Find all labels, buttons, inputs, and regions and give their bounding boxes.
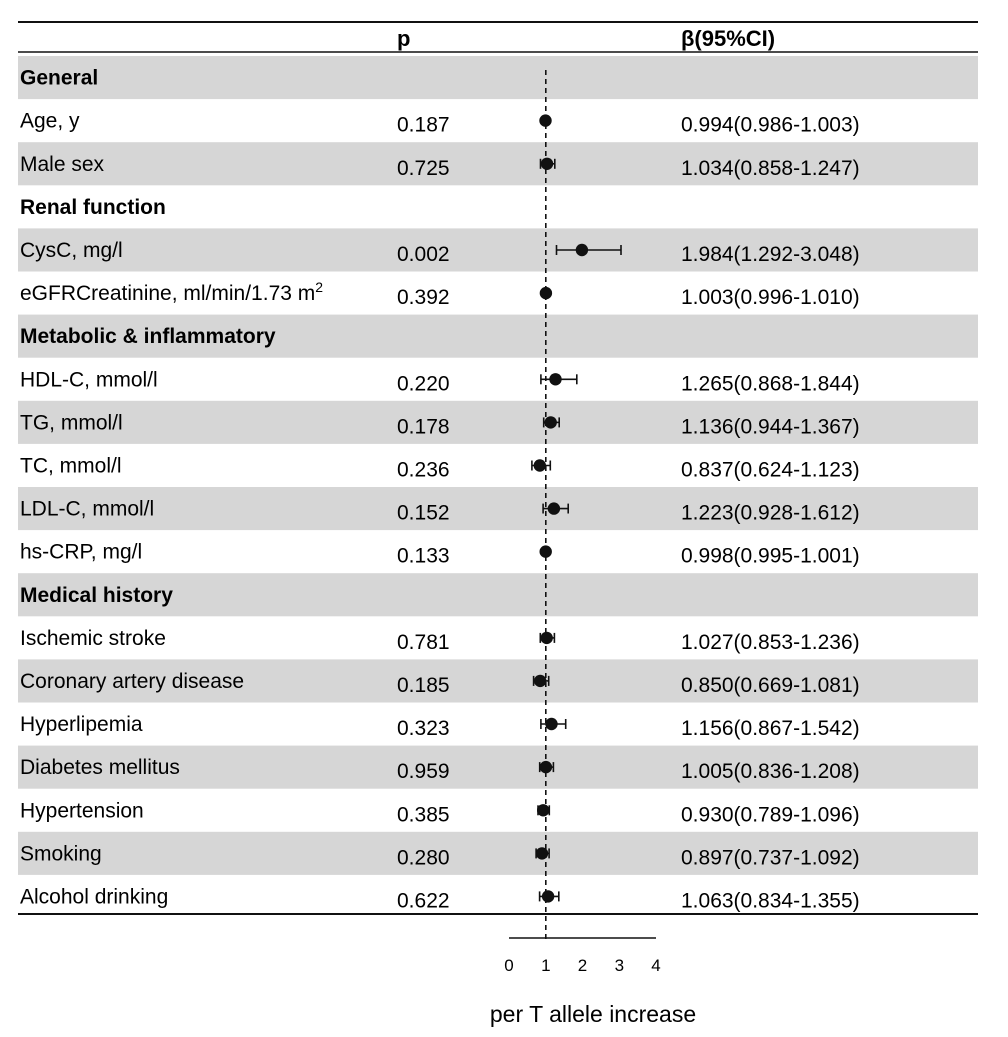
p-value: 0.002 bbox=[397, 243, 450, 266]
x-tick-label: 4 bbox=[651, 956, 661, 975]
estimate-point bbox=[576, 244, 588, 256]
estimate-point bbox=[539, 114, 551, 126]
row-label: CysC, mg/l bbox=[20, 239, 123, 262]
row-label: LDL-C, mmol/l bbox=[20, 497, 155, 521]
row-label: Ischemic stroke bbox=[20, 626, 166, 650]
p-value: 0.781 bbox=[397, 630, 450, 654]
ci-value: 0.897(0.737-1.092) bbox=[681, 846, 860, 870]
row-label-superscript: 2 bbox=[315, 279, 324, 296]
estimate-point bbox=[545, 416, 557, 428]
ci-value: 1.265(0.868-1.844) bbox=[681, 372, 860, 396]
p-value: 0.133 bbox=[397, 544, 450, 568]
x-tick-label: 1 bbox=[541, 956, 551, 975]
ci-value: 1.136(0.944-1.367) bbox=[681, 415, 860, 439]
estimate-point bbox=[537, 804, 549, 816]
x-axis bbox=[504, 938, 660, 975]
x-tick-label: 0 bbox=[504, 956, 514, 975]
ci-value: 0.837(0.624-1.123) bbox=[681, 458, 860, 482]
section-label: Metabolic & inflammatory bbox=[20, 325, 276, 349]
p-column-header: p bbox=[397, 26, 411, 51]
p-value: 0.725 bbox=[397, 156, 450, 180]
estimate-point bbox=[541, 632, 553, 644]
estimate-point bbox=[548, 502, 560, 514]
p-value: 0.178 bbox=[397, 415, 450, 439]
p-value: 0.187 bbox=[397, 113, 450, 137]
section-label: General bbox=[20, 66, 99, 90]
row-label: Smoking bbox=[20, 842, 102, 866]
ci-value: 1.034(0.858-1.247) bbox=[681, 156, 860, 180]
row-label: HDL-C, mmol/l bbox=[20, 368, 158, 392]
estimate-point bbox=[549, 373, 561, 385]
row-label: Coronary artery disease bbox=[20, 669, 245, 693]
ci-value: 1.027(0.853-1.236) bbox=[681, 630, 860, 654]
row-label: eGFRCreatinine, ml/min/1.73 $m^2$ bbox=[20, 279, 324, 306]
x-tick-label: 2 bbox=[577, 956, 588, 975]
x-tick-label: 3 bbox=[614, 956, 625, 975]
ci-value: 1.156(0.867-1.542) bbox=[681, 717, 860, 740]
estimate-point bbox=[540, 545, 552, 557]
ci-column-header: β(95%CI) bbox=[681, 26, 776, 51]
p-value: 0.152 bbox=[397, 501, 450, 525]
row-stripe bbox=[18, 56, 978, 99]
estimate-point bbox=[534, 459, 546, 471]
x-axis-label: per T allele increase bbox=[489, 1001, 697, 1027]
estimate-point bbox=[534, 675, 546, 687]
estimate-point bbox=[545, 718, 557, 730]
ci-value: 1.223(0.928-1.612) bbox=[681, 501, 860, 525]
ci-value: 1.005(0.836-1.208) bbox=[681, 760, 860, 784]
row-label: Male sex bbox=[20, 152, 105, 176]
p-value: 0.959 bbox=[397, 760, 450, 784]
ci-value: 1.984(1.292-3.048) bbox=[681, 243, 860, 266]
row-label: TC, mmol/l bbox=[20, 454, 122, 478]
ci-value: 1.063(0.834-1.355) bbox=[681, 889, 860, 913]
estimate-point bbox=[541, 158, 553, 170]
ci-value: 0.994(0.986-1.003) bbox=[681, 113, 860, 137]
section-label: Medical history bbox=[20, 583, 173, 607]
row-label: hs-CRP, mg/l bbox=[20, 540, 143, 564]
p-value: 0.280 bbox=[397, 846, 450, 870]
p-value: 0.385 bbox=[397, 803, 450, 827]
row-label: Age, y bbox=[20, 109, 80, 133]
section-label: Renal function bbox=[20, 195, 166, 219]
p-value: 0.236 bbox=[397, 458, 450, 482]
estimate-point bbox=[542, 890, 554, 902]
estimate-point bbox=[536, 847, 548, 859]
ci-value: 1.003(0.996-1.010) bbox=[681, 286, 860, 310]
row-label: Diabetes mellitus bbox=[20, 756, 180, 780]
ci-value: 0.930(0.789-1.096) bbox=[681, 803, 860, 827]
row-label: Hypertension bbox=[20, 799, 144, 823]
p-value: 0.392 bbox=[397, 286, 450, 310]
p-value: 0.622 bbox=[397, 889, 450, 913]
p-value: 0.220 bbox=[397, 372, 450, 396]
ci-value: 0.998(0.995-1.001) bbox=[681, 544, 860, 568]
ci-value: 0.850(0.669-1.081) bbox=[681, 673, 860, 697]
p-value: 0.185 bbox=[397, 673, 450, 697]
estimate-point bbox=[540, 761, 552, 773]
row-label: Hyperlipemia bbox=[20, 713, 143, 736]
p-value: 0.323 bbox=[397, 717, 450, 740]
estimate-point bbox=[540, 287, 552, 299]
row-label: Alcohol drinking bbox=[20, 885, 169, 909]
row-label: TG, mmol/l bbox=[20, 411, 123, 435]
